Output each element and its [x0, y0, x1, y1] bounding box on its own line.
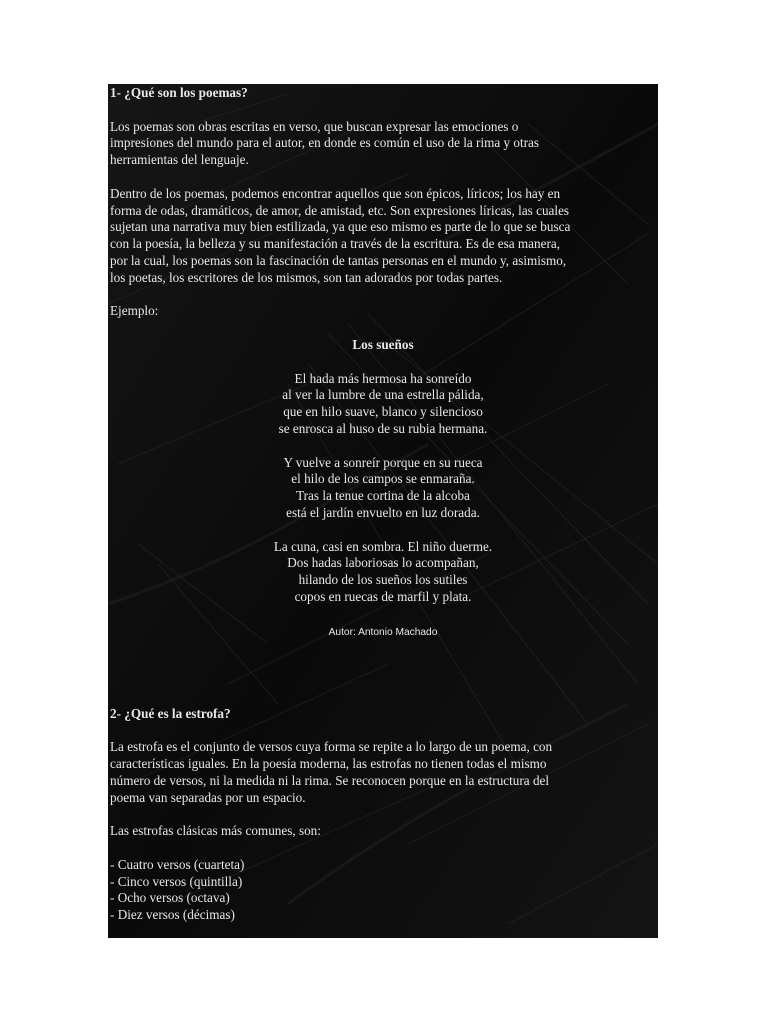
poem-line: Y vuelve a sonreír porque en su rueca [283, 454, 483, 470]
section1-paragraph2-line: con la poesía, la belleza y su manifestación a través de la escritura. Es de esa manera, [110, 236, 561, 252]
section1-paragraph2-line: forma de odas, dramáticos, de amor, de amistad, etc. Son expresiones líricas, las cuales [110, 202, 570, 218]
section2-paragraph-line: número de versos, ni la medida ni la rima. Se reconocen porque en la estructura del [110, 772, 550, 788]
section1-paragraph2-line: los poetas, los escritores de los mismos, son tan adorados por todas partes. [110, 269, 503, 285]
poem-line: que en hilo suave, blanco y silencioso [283, 404, 483, 420]
poem-line: La cuna, casi en sombra. El niño duerme. [273, 538, 493, 554]
section1-paragraph2-line: por la cual, los poemas son la fascinación de tantas personas en el mundo y, asimismo, [110, 252, 567, 268]
document-content [110, 84, 656, 924]
poem-line: hilando de los sueños los sutiles [298, 572, 468, 588]
list-item: - Diez versos (décimas) [110, 907, 235, 923]
poem-line: está el jardín envuelto en luz dorada. [286, 504, 480, 520]
poem-line: Tras la tenue cortina de la alcoba [296, 488, 470, 504]
list-item: - Cuatro versos (cuarteta) [110, 856, 245, 872]
poem-line: al ver la lumbre de una estrella pálida, [282, 387, 484, 403]
section2-paragraph-line: La estrofa es el conjunto de versos cuya forma se repite a lo largo de un poema, con [110, 739, 553, 755]
section1-paragraph2-line: Dentro de los poemas, podemos encontrar aquellos que son épicos, líricos; los hay en [110, 185, 561, 201]
list-item: - Cinco versos (quintilla) [110, 873, 243, 889]
section1-paragraph1-line: Los poemas son obras escritas en verso, que buscan expresar las emociones o [110, 118, 519, 134]
list-intro: Las estrofas clásicas más comunes, son: [110, 823, 321, 839]
poem-line: el hilo de los campos se enmaraña. [291, 471, 475, 487]
poem-author: Autor: Antonio Machado [328, 626, 438, 638]
section2-heading: 2- ¿Qué es la estrofa? [110, 705, 231, 721]
poem-line: copos en ruecas de marfil y plata. [294, 588, 472, 604]
section1-paragraph2-line: sujetan una narrativa muy bien estilizada, ya que eso mismo es parte de lo que se busca [110, 219, 571, 235]
section2-paragraph-line: poema van separadas por un espacio. [110, 789, 306, 805]
poem-line: El hada más hermosa ha sonreído [294, 370, 472, 386]
poem-title: Los sueños [352, 336, 414, 352]
poem-line: se enrosca al huso de su rubia hermana. [278, 420, 488, 436]
section2-paragraph-line: características iguales. En la poesía moderna, las estrofas no tienen todas el mismo [110, 756, 547, 772]
textured-dark-background [108, 84, 658, 938]
poem-line: Dos hadas laboriosas lo acompañan, [287, 555, 479, 571]
list-item: - Ocho versos (octava) [110, 890, 230, 906]
example-label: Ejemplo: [110, 303, 159, 319]
section1-paragraph1-line: impresiones del mundo para el autor, en donde es común el uso de la rima y otras [110, 135, 540, 151]
section1-paragraph1-line: herramientas del lenguaje. [110, 152, 249, 168]
section1-heading: 1- ¿Qué son los poemas? [110, 85, 248, 100]
